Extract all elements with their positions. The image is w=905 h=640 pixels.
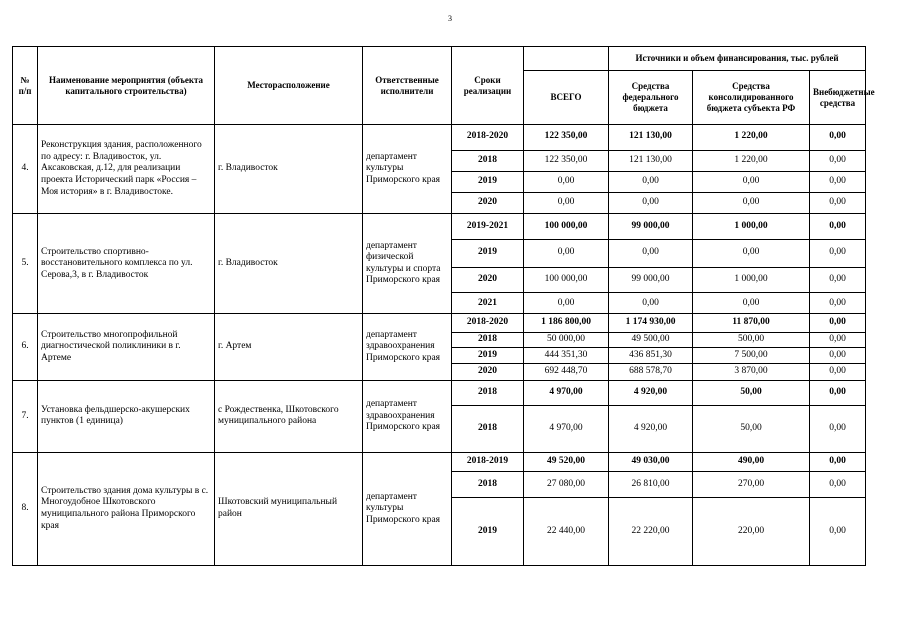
row-consolidated: 3 870,00 bbox=[693, 363, 810, 380]
row-total: 122 350,00 bbox=[524, 150, 609, 171]
table-row bbox=[13, 125, 866, 151]
row-term: 2018-2020 bbox=[452, 125, 524, 151]
item-number: 6. bbox=[13, 314, 38, 380]
item-name: Установка фельдшерско-акушерских пунктов (1 единица) bbox=[38, 380, 215, 452]
row-extra: 0,00 bbox=[810, 239, 866, 267]
item-name: Строительство многопрофильной диагностической поликлиники в г. Артеме bbox=[38, 314, 215, 380]
header-blank bbox=[524, 47, 609, 71]
row-extra: 0,00 bbox=[810, 267, 866, 293]
row-federal: 4 920,00 bbox=[609, 406, 693, 453]
row-total: 22 440,00 bbox=[524, 497, 609, 565]
row-term: 2020 bbox=[452, 363, 524, 380]
row-total: 4 970,00 bbox=[524, 380, 609, 406]
row-federal: 0,00 bbox=[609, 293, 693, 314]
item-name: Строительство спортивно-восстановительного комплекса по ул. Серова,3, в г. Владивосток bbox=[38, 214, 215, 314]
row-total: 50 000,00 bbox=[524, 332, 609, 348]
item-location: Шкотовский муниципальный район bbox=[215, 452, 363, 565]
header-funding-group: Источники и объем финансирования, тыс. рублей bbox=[609, 47, 866, 71]
row-federal: 121 130,00 bbox=[609, 125, 693, 151]
row-term: 2020 bbox=[452, 267, 524, 293]
item-name: Реконструкция здания, расположенного по адресу: г. Владивосток, ул. Аксаковская, д.12, для реализации проекта Исторический парк «Россия – Моя история» в г. Владивостоке. bbox=[38, 125, 215, 214]
row-extra: 0,00 bbox=[810, 314, 866, 332]
item-number: 7. bbox=[13, 380, 38, 452]
header-total: ВСЕГО bbox=[524, 71, 609, 125]
header-federal: Средства федерального бюджета bbox=[609, 71, 693, 125]
row-consolidated: 490,00 bbox=[693, 452, 810, 471]
row-total: 4 970,00 bbox=[524, 406, 609, 453]
row-total: 444 351,30 bbox=[524, 348, 609, 364]
row-consolidated: 0,00 bbox=[693, 193, 810, 214]
row-total: 0,00 bbox=[524, 293, 609, 314]
row-extra: 0,00 bbox=[810, 150, 866, 171]
row-term: 2021 bbox=[452, 293, 524, 314]
item-executor: департамент культуры Приморского края bbox=[363, 452, 452, 565]
row-consolidated: 11 870,00 bbox=[693, 314, 810, 332]
row-consolidated: 1 000,00 bbox=[693, 267, 810, 293]
row-term: 2019-2021 bbox=[452, 214, 524, 240]
item-location: г. Артем bbox=[215, 314, 363, 380]
table-body bbox=[13, 125, 866, 566]
row-total: 27 080,00 bbox=[524, 472, 609, 498]
item-executor: департамент здравоохранения Приморского края bbox=[363, 314, 452, 380]
row-consolidated: 500,00 bbox=[693, 332, 810, 348]
row-term: 2020 bbox=[452, 193, 524, 214]
row-term: 2018 bbox=[452, 472, 524, 498]
item-executor: департамент физической культуры и спорта Приморского края bbox=[363, 214, 452, 314]
row-extra: 0,00 bbox=[810, 293, 866, 314]
row-extra: 0,00 bbox=[810, 171, 866, 192]
row-total: 100 000,00 bbox=[524, 214, 609, 240]
row-federal: 1 174 930,00 bbox=[609, 314, 693, 332]
header-terms: Сроки реализации bbox=[452, 47, 524, 125]
row-federal: 99 000,00 bbox=[609, 267, 693, 293]
row-extra: 0,00 bbox=[810, 193, 866, 214]
row-total: 0,00 bbox=[524, 171, 609, 192]
header-num: № п/п bbox=[13, 47, 38, 125]
row-federal: 688 578,70 bbox=[609, 363, 693, 380]
header-extra: Внебюджетные средства bbox=[810, 71, 866, 125]
row-consolidated: 220,00 bbox=[693, 497, 810, 565]
row-consolidated: 1 220,00 bbox=[693, 125, 810, 151]
row-federal: 121 130,00 bbox=[609, 150, 693, 171]
item-location: г. Владивосток bbox=[215, 214, 363, 314]
item-location: с Рождественка, Шкотовского муниципального района bbox=[215, 380, 363, 452]
row-federal: 22 220,00 bbox=[609, 497, 693, 565]
row-term: 2018 bbox=[452, 380, 524, 406]
row-term: 2018-2019 bbox=[452, 452, 524, 471]
row-federal: 99 000,00 bbox=[609, 214, 693, 240]
funding-table bbox=[12, 46, 875, 566]
item-executor: департамент здравоохранения Приморского края bbox=[363, 380, 452, 452]
item-number: 4. bbox=[13, 125, 38, 214]
item-number: 5. bbox=[13, 214, 38, 314]
row-extra: 0,00 bbox=[810, 332, 866, 348]
row-extra: 0,00 bbox=[810, 348, 866, 364]
row-federal: 49 500,00 bbox=[609, 332, 693, 348]
table-row bbox=[13, 452, 866, 471]
row-federal: 0,00 bbox=[609, 239, 693, 267]
row-consolidated: 1 220,00 bbox=[693, 150, 810, 171]
row-federal: 26 810,00 bbox=[609, 472, 693, 498]
header-consolidated: Средства консолидированного бюджета субъекта РФ bbox=[693, 71, 810, 125]
row-term: 2018 bbox=[452, 406, 524, 453]
table-row bbox=[13, 380, 866, 406]
row-extra: 0,00 bbox=[810, 363, 866, 380]
item-name: Строительство здания дома культуры в с. Многоудобное Шкотовского муниципального района Приморского края bbox=[38, 452, 215, 565]
row-total: 100 000,00 bbox=[524, 267, 609, 293]
row-extra: 0,00 bbox=[810, 472, 866, 498]
row-term: 2018-2020 bbox=[452, 314, 524, 332]
item-number: 8. bbox=[13, 452, 38, 565]
row-term: 2019 bbox=[452, 239, 524, 267]
row-federal: 436 851,30 bbox=[609, 348, 693, 364]
row-total: 0,00 bbox=[524, 239, 609, 267]
table-row bbox=[13, 314, 866, 332]
row-term: 2019 bbox=[452, 497, 524, 565]
header-executors: Ответственные исполнители bbox=[363, 47, 452, 125]
row-consolidated: 1 000,00 bbox=[693, 214, 810, 240]
row-consolidated: 0,00 bbox=[693, 239, 810, 267]
row-extra: 0,00 bbox=[810, 380, 866, 406]
row-extra: 0,00 bbox=[810, 497, 866, 565]
row-total: 1 186 800,00 bbox=[524, 314, 609, 332]
row-consolidated: 50,00 bbox=[693, 380, 810, 406]
row-extra: 0,00 bbox=[810, 125, 866, 151]
row-federal: 0,00 bbox=[609, 171, 693, 192]
header-location: Месторасположение bbox=[215, 47, 363, 125]
row-total: 49 520,00 bbox=[524, 452, 609, 471]
row-consolidated: 50,00 bbox=[693, 406, 810, 453]
row-term: 2019 bbox=[452, 348, 524, 364]
header-name: Наименование мероприятия (объекта капитального строительства) bbox=[38, 47, 215, 125]
row-total: 0,00 bbox=[524, 193, 609, 214]
row-total: 122 350,00 bbox=[524, 125, 609, 151]
row-term: 2018 bbox=[452, 150, 524, 171]
row-consolidated: 7 500,00 bbox=[693, 348, 810, 364]
page-number: 3 bbox=[448, 14, 452, 23]
row-federal: 49 030,00 bbox=[609, 452, 693, 471]
row-term: 2018 bbox=[452, 332, 524, 348]
row-extra: 0,00 bbox=[810, 214, 866, 240]
row-consolidated: 0,00 bbox=[693, 293, 810, 314]
row-extra: 0,00 bbox=[810, 452, 866, 471]
row-federal: 4 920,00 bbox=[609, 380, 693, 406]
row-consolidated: 0,00 bbox=[693, 171, 810, 192]
row-total: 692 448,70 bbox=[524, 363, 609, 380]
row-consolidated: 270,00 bbox=[693, 472, 810, 498]
item-location: г. Владивосток bbox=[215, 125, 363, 214]
row-term: 2019 bbox=[452, 171, 524, 192]
row-extra: 0,00 bbox=[810, 406, 866, 453]
row-federal: 0,00 bbox=[609, 193, 693, 214]
table-row bbox=[13, 214, 866, 240]
item-executor: департамент культуры Приморского края bbox=[363, 125, 452, 214]
